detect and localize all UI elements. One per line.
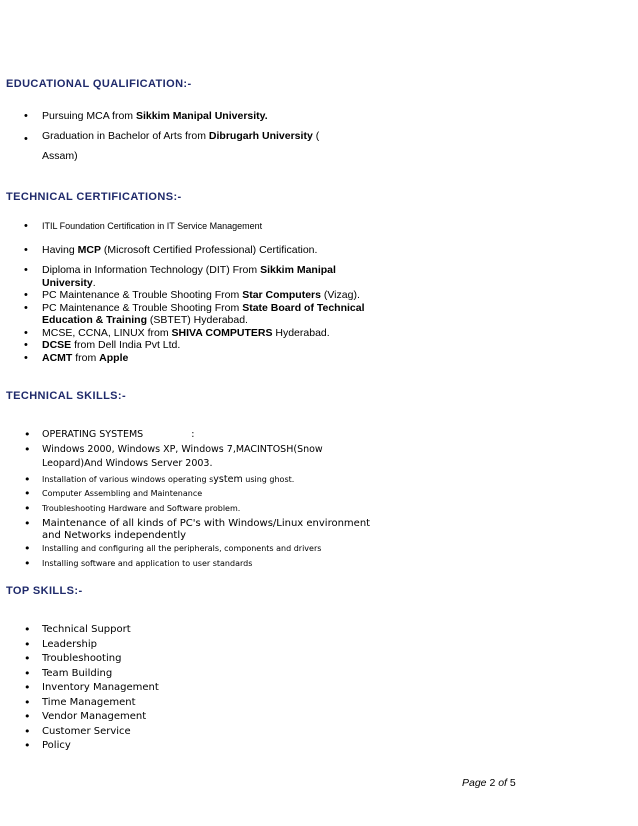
- bullet-icon: •: [24, 243, 28, 256]
- bullet-icon: •: [24, 666, 31, 680]
- list-item: • Team Building: [24, 666, 113, 680]
- list-item: • Technical Support: [24, 623, 131, 636]
- bullet-icon: •: [24, 110, 28, 122]
- bullet-icon: •: [24, 326, 28, 339]
- bullet-icon: •: [24, 517, 31, 530]
- total-pages: 5: [509, 777, 516, 789]
- list-item: • Maintenance of all kinds of PC's with Windows/Linux environment and Networks independently: [24, 517, 371, 541]
- list-item: • Policy: [24, 739, 71, 752]
- list-item: • Customer Service: [24, 724, 131, 738]
- list-item: • Troubleshooting Hardware and Software problem.: [24, 501, 241, 515]
- bullet-icon: •: [24, 652, 31, 665]
- list-item: • Computer Assembling and Maintenance: [24, 487, 203, 500]
- list-item: • ITIL Foundation Certification in IT Service Management: [24, 220, 263, 232]
- bullet-icon: •: [24, 637, 31, 651]
- education-list: [0, 109, 420, 166]
- bullet-icon: •: [24, 739, 31, 752]
- bullet-icon: •: [24, 724, 31, 738]
- bullet-icon: •: [24, 220, 28, 232]
- bullet-icon: •: [24, 289, 28, 301]
- bullet-icon: •: [24, 442, 31, 456]
- bullet-icon: •: [24, 710, 31, 723]
- bullet-icon: •: [24, 351, 28, 364]
- list-item: • DCSE from Dell India Pvt Ltd.: [24, 339, 181, 351]
- bullet-icon: •: [24, 623, 31, 636]
- bullet-icon: •: [24, 501, 31, 515]
- list-item: • PC Maintenance & Trouble Shooting From State Board of Technical Education & Training (SBTET) Hyderabad.: [24, 301, 365, 326]
- list-item: • MCSE, CCNA, LINUX from SHIVA COMPUTERS Hyderabad.: [24, 326, 330, 339]
- bullet-icon: •: [24, 695, 31, 709]
- bullet-icon: •: [24, 556, 31, 570]
- bullet-icon: •: [24, 301, 28, 314]
- bullet-icon: •: [24, 132, 28, 145]
- top-skills-list: [0, 623, 420, 754]
- list-item: • PC Maintenance & Trouble Shooting From Star Computers (Vizag).: [24, 289, 360, 301]
- technical-skills-heading: TECHNICAL SKILLS:-: [6, 390, 127, 402]
- list-item: • Having MCP (Microsoft Certified Professional) Certification.: [24, 243, 318, 256]
- list-item: • Installing software and application to user standards: [24, 556, 253, 570]
- list-item: • Windows 2000, Windows XP, Windows 7,MACINTOSH(Snow Leopard)And Windows Server 2003.: [24, 442, 323, 469]
- top-skills-heading: TOP SKILLS:-: [6, 585, 83, 597]
- bullet-icon: •: [24, 681, 31, 694]
- technical-skills-list: [0, 428, 371, 571]
- bullet-icon: •: [24, 542, 31, 555]
- list-item: • Vendor Management: [24, 710, 147, 723]
- current-page: 2: [489, 777, 496, 789]
- list-item: • ACMT from Apple: [24, 351, 129, 364]
- page-number: [462, 777, 516, 789]
- education-heading: EDUCATIONAL QUALIFICATION:-: [6, 78, 192, 90]
- list-item: • Diploma in Information Technology (DIT) From Sikkim Manipal University.: [24, 264, 336, 289]
- bullet-icon: •: [24, 339, 28, 351]
- certifications-heading: TECHNICAL CERTIFICATIONS:-: [6, 191, 182, 203]
- list-item: • Time Management: [24, 695, 136, 709]
- bullet-icon: •: [24, 472, 31, 486]
- bullet-icon: •: [24, 487, 31, 500]
- bullet-icon: •: [24, 428, 31, 441]
- list-item: • Inventory Management: [24, 681, 159, 694]
- list-item: • Installing and configuring all the peripherals, components and drivers: [24, 542, 322, 555]
- of-word: of: [498, 777, 507, 789]
- list-item: • Leadership: [24, 637, 97, 651]
- list-item: • Graduation in Bachelor of Arts from Dibrugarh University ( Assam): [24, 129, 320, 162]
- page-word: Page: [462, 777, 487, 789]
- bullet-icon: •: [24, 264, 28, 276]
- list-item: • Installation of various windows operating system using ghost.: [24, 472, 295, 486]
- list-item: • Pursuing MCA from Sikkim Manipal University.: [24, 110, 268, 122]
- certifications-list: [0, 219, 420, 364]
- list-item: • OPERATING SYSTEMS :: [24, 428, 195, 441]
- list-item: • Troubleshooting: [24, 652, 122, 665]
